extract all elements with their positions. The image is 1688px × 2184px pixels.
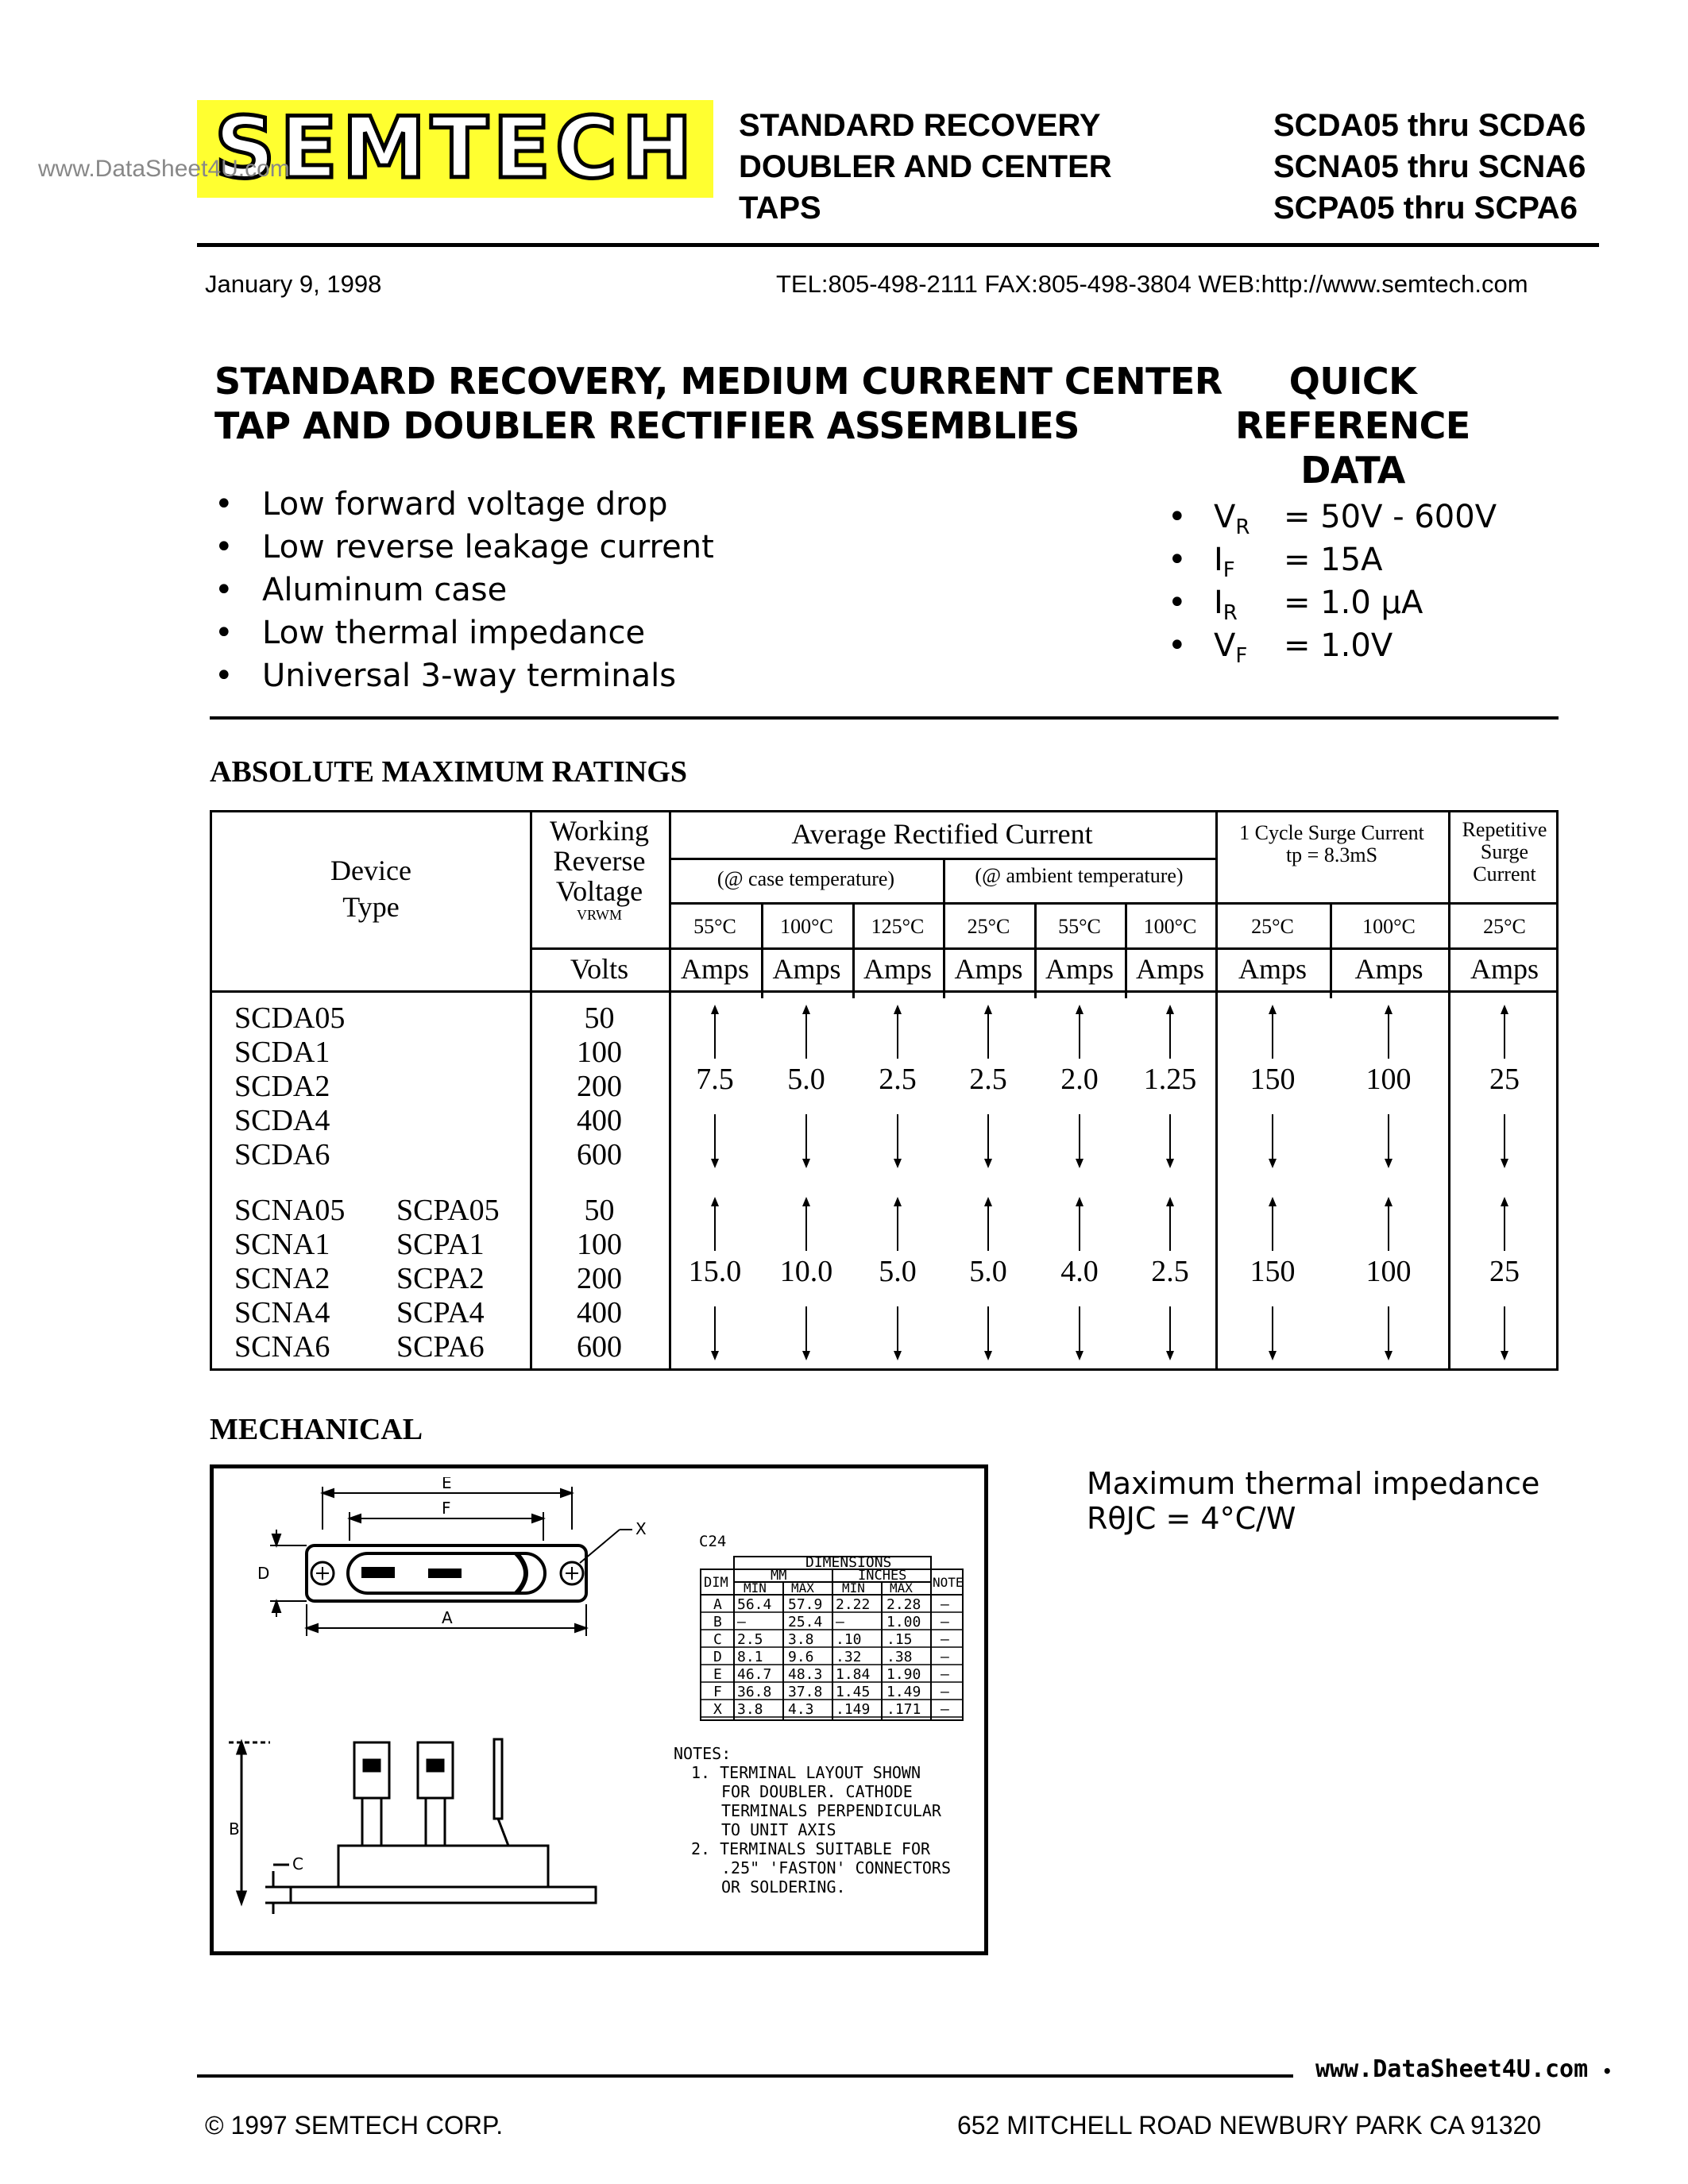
surge-header <box>1215 822 1448 866</box>
down-arrow-icon <box>1381 1305 1396 1360</box>
dim-table-mm: MM <box>771 1568 787 1584</box>
feature-item: • Universal 3-way terminals <box>214 654 714 697</box>
header-title <box>739 105 1112 229</box>
unit-cell: Volts <box>570 953 629 985</box>
rating-value: 25 <box>1489 1063 1520 1096</box>
ratings-table <box>210 810 1559 1371</box>
rating-value: 15.0 <box>688 1255 742 1288</box>
unit-cell: Amps <box>772 953 841 985</box>
down-arrow-icon <box>980 1113 996 1168</box>
down-arrow-icon <box>980 1305 996 1360</box>
temp-cell: 55°C <box>1058 915 1101 938</box>
down-arrow-icon <box>1162 1113 1178 1168</box>
voltage-list-group2 <box>530 1194 669 1364</box>
dim-table-min: MIN <box>744 1580 767 1596</box>
feature-item: • Low thermal impedance <box>214 612 714 654</box>
device-type: SCDA4 <box>234 1104 330 1137</box>
dim-table-cell: – <box>737 1614 746 1630</box>
up-arrow-icon <box>1072 1005 1087 1060</box>
dim-table-cell: C <box>713 1631 722 1648</box>
up-arrow-icon <box>707 1005 723 1060</box>
header-title-line: STANDARD RECOVERY <box>739 108 1101 143</box>
rating-value: 2.5 <box>1151 1255 1189 1288</box>
qr-value: = 15A <box>1284 542 1383 578</box>
device-list-scpa <box>396 1194 500 1364</box>
rating-value: 150 <box>1250 1063 1296 1096</box>
unit-cell: Amps <box>954 953 1023 985</box>
device-type-header <box>212 855 530 922</box>
rating-value: 4.0 <box>1060 1255 1099 1288</box>
device-type: SCPA4 <box>396 1296 485 1329</box>
rating-value: 7.5 <box>696 1063 734 1096</box>
device-type: SCNA1 <box>234 1228 330 1261</box>
dim-table-cell: X <box>713 1701 722 1718</box>
dim-table-cell: F <box>713 1684 722 1700</box>
repetitive-surge-header <box>1448 819 1561 886</box>
temp-cell: 25°C <box>1251 915 1294 938</box>
dim-table-cell: – <box>941 1684 949 1700</box>
qr-symbol: V <box>1214 627 1236 664</box>
down-arrow-icon <box>890 1305 906 1360</box>
dim-label-e: E <box>442 1477 452 1492</box>
up-arrow-icon <box>1497 1005 1512 1060</box>
date: January 9, 1998 <box>205 270 382 298</box>
header-text: Type <box>342 891 400 923</box>
mechanical-title: MECHANICAL <box>210 1413 423 1446</box>
note-line: .25" 'FASTON' CONNECTORS <box>721 1858 951 1877</box>
down-arrow-icon <box>1497 1113 1512 1168</box>
voltage-value: 200 <box>577 1262 622 1295</box>
part-range: SCDA05 thru SCDA6 <box>1273 108 1586 143</box>
temp-cell: 100°C <box>1143 915 1197 938</box>
feature-item: • Aluminum case <box>214 569 714 612</box>
side-view-drawing <box>222 1731 620 1914</box>
thermal-impedance-label: Maximum thermal impedance <box>1087 1466 1540 1501</box>
vrwm-label: VRWM <box>576 907 622 923</box>
dim-table-inches: INCHES <box>858 1568 907 1584</box>
feature-item: • Low forward voltage drop <box>214 483 714 526</box>
down-arrow-icon <box>798 1305 814 1360</box>
dim-table-cell: 1.84 <box>836 1666 871 1683</box>
section-rule <box>210 716 1559 720</box>
voltage-list-group1 <box>530 1001 669 1172</box>
main-title-line: STANDARD RECOVERY, MEDIUM CURRENT CENTER <box>214 360 1223 403</box>
dim-label-b: B <box>229 1819 240 1839</box>
quick-ref-row: • $V_R$ = 50V - 600V <box>1168 496 1565 538</box>
dim-table-cell: – <box>941 1701 949 1718</box>
dim-table-cell: – <box>941 1596 949 1613</box>
table-vline <box>1215 812 1218 1368</box>
down-arrow-icon <box>707 1113 723 1168</box>
down-arrow-icon <box>890 1113 906 1168</box>
rating-value: 2.5 <box>969 1063 1007 1096</box>
device-type: SCPA2 <box>396 1262 485 1295</box>
quick-ref-title <box>1174 359 1532 492</box>
quick-ref-title-line: QUICK REFERENCE <box>1235 360 1470 447</box>
device-type: SCNA2 <box>234 1262 330 1295</box>
up-arrow-icon <box>980 1197 996 1252</box>
dim-label-d: D <box>257 1564 270 1583</box>
voltage-value: 100 <box>577 1228 622 1261</box>
note-line: TERMINALS PERPENDICULAR <box>721 1801 941 1820</box>
dim-table-cell: 2.22 <box>836 1596 871 1613</box>
dim-table-dim: DIM <box>704 1575 728 1591</box>
up-arrow-icon <box>1381 1197 1396 1252</box>
case-temp-header: (@ case temperature) <box>717 867 895 890</box>
dim-table-cell: 2.28 <box>886 1596 921 1613</box>
dim-label-c: C <box>292 1854 303 1873</box>
rating-value: 5.0 <box>969 1255 1007 1288</box>
dim-table-cell: – <box>941 1631 949 1648</box>
dim-table-cell: 9.6 <box>788 1649 814 1665</box>
dim-table-cell: – <box>941 1666 949 1683</box>
dim-table-cell: 3.8 <box>788 1631 814 1648</box>
up-arrow-icon <box>1381 1005 1396 1060</box>
quick-ref-title-line: DATA <box>1300 449 1405 492</box>
mechanical-notes <box>674 1744 951 1897</box>
down-arrow-icon <box>798 1113 814 1168</box>
down-arrow-icon <box>1265 1305 1280 1360</box>
feature-item: • Low reverse leakage current <box>214 526 714 569</box>
quick-ref-row: • $I_F$ = 15A <box>1168 538 1565 581</box>
qr-subscript: F <box>1235 644 1248 668</box>
copyright: © 1997 SEMTECH CORP. <box>205 2111 504 2140</box>
package-code: C24 <box>699 1533 727 1550</box>
up-arrow-icon <box>798 1197 814 1252</box>
device-type: SCDA6 <box>234 1138 330 1171</box>
dim-label-f: F <box>442 1499 451 1518</box>
up-arrow-icon <box>707 1197 723 1252</box>
table-hline <box>669 858 1215 860</box>
dim-table-cell: B <box>713 1614 722 1630</box>
note-line: NOTES: <box>674 1744 732 1763</box>
watermark-bottom-text[interactable]: www.DataSheet4U.com <box>1315 2055 1589 2083</box>
part-range: SCNA05 thru SCNA6 <box>1273 149 1586 184</box>
thermal-impedance-value: RθJC = 4°C/W <box>1087 1501 1296 1536</box>
dim-table-cell: 1.00 <box>886 1614 921 1630</box>
up-arrow-icon <box>1162 1197 1178 1252</box>
down-arrow-icon <box>1072 1305 1087 1360</box>
feature-list <box>214 483 714 697</box>
device-list-scda <box>234 1001 345 1172</box>
header-text: Device <box>330 855 411 886</box>
down-arrow-icon <box>1072 1113 1087 1168</box>
watermark-bottom[interactable]: www.DataSheet4U.com • <box>1315 2055 1613 2083</box>
table-hline <box>212 990 1559 993</box>
dim-table-cell: D <box>713 1649 722 1665</box>
voltage-value: 400 <box>577 1104 622 1137</box>
rating-value: 150 <box>1250 1255 1296 1288</box>
dim-table-max: MAX <box>890 1580 913 1596</box>
dim-table-cell: 36.8 <box>737 1684 772 1700</box>
unit-cell: Amps <box>1135 953 1204 985</box>
unit-cell: Amps <box>680 953 749 985</box>
qr-value: = 1.0V <box>1284 627 1393 664</box>
dim-table-cell: .149 <box>836 1701 871 1718</box>
qr-subscript: F <box>1223 558 1235 582</box>
dim-table-cell: 46.7 <box>737 1666 772 1683</box>
footer-rule <box>197 2074 1293 2078</box>
qr-subscript: R <box>1223 601 1238 625</box>
ambient-temp-header: (@ ambient temperature) <box>975 864 1184 887</box>
dim-table-cell: 25.4 <box>788 1614 823 1630</box>
address: 652 MITCHELL ROAD NEWBURY PARK CA 91320 <box>957 2111 1542 2140</box>
dim-table-cell: 1.45 <box>836 1684 871 1700</box>
dim-table-cell: .32 <box>836 1649 862 1665</box>
temp-cell: 100°C <box>780 915 833 938</box>
header-text: 1 Cycle Surge Current <box>1239 821 1424 844</box>
rating-value: 100 <box>1365 1063 1412 1096</box>
top-view-drawing <box>254 1477 667 1652</box>
dim-table-cell: – <box>941 1614 949 1630</box>
temp-cell: 25°C <box>1483 915 1526 938</box>
note-line: TO UNIT AXIS <box>721 1820 836 1839</box>
voltage-value: 200 <box>577 1070 622 1103</box>
voltage-value: 50 <box>584 1194 615 1227</box>
dim-table-cell: 1.49 <box>886 1684 921 1700</box>
device-list-scna <box>234 1194 345 1364</box>
quick-ref-row: • $I_R$ = 1.0 µA <box>1168 581 1565 624</box>
dim-table-min: MIN <box>842 1580 865 1596</box>
dim-table-note: NOTE <box>933 1575 964 1590</box>
temp-cell: 100°C <box>1362 915 1416 938</box>
rating-value: 2.5 <box>879 1063 917 1096</box>
header-text: tp = 8.3mS <box>1285 843 1378 866</box>
rating-value: 1.25 <box>1143 1063 1197 1096</box>
rating-value: 5.0 <box>787 1063 825 1096</box>
watermark-top[interactable]: www.DataSheet4U.com <box>38 156 290 182</box>
note-line: 1. TERMINAL LAYOUT SHOWN <box>691 1763 921 1782</box>
up-arrow-icon <box>1265 1005 1280 1060</box>
unit-cell: Amps <box>863 953 932 985</box>
down-arrow-icon <box>1497 1305 1512 1360</box>
rating-value: 25 <box>1489 1255 1520 1288</box>
dim-table-cell: 56.4 <box>737 1596 772 1613</box>
dim-table-cell: A <box>713 1596 722 1613</box>
main-title-line: TAP AND DOUBLER RECTIFIER ASSEMBLIES <box>214 404 1080 447</box>
dim-table-cell: 4.3 <box>788 1701 814 1718</box>
voltage-value: 50 <box>584 1001 615 1035</box>
ratings-title: ABSOLUTE MAXIMUM RATINGS <box>210 755 688 789</box>
header-text: Voltage <box>555 875 643 907</box>
temp-cell: 125°C <box>871 915 925 938</box>
temp-cell: 25°C <box>967 915 1010 938</box>
avg-current-header: Average Rectified Current <box>791 818 1093 850</box>
dim-table-title: DIMENSIONS <box>805 1555 892 1571</box>
main-title <box>214 359 1223 448</box>
up-arrow-icon <box>890 1005 906 1060</box>
working-reverse-voltage-header <box>530 816 669 924</box>
header-text: Repetitive <box>1462 818 1547 841</box>
part-range: SCPA05 thru SCPA6 <box>1273 191 1578 226</box>
dim-table-cell: – <box>836 1614 844 1630</box>
dim-table-cell: 2.5 <box>737 1631 763 1648</box>
dim-table-cell: 57.9 <box>788 1596 823 1613</box>
device-type: SCNA6 <box>234 1330 330 1364</box>
dim-table-cell: 48.3 <box>788 1666 823 1683</box>
quick-ref-list <box>1168 496 1565 667</box>
rating-value: 100 <box>1365 1255 1412 1288</box>
note-line: FOR DOUBLER. CATHODE <box>721 1782 913 1801</box>
device-type: SCPA05 <box>396 1194 500 1227</box>
dim-table-max: MAX <box>791 1580 814 1596</box>
qr-symbol: I <box>1214 542 1223 578</box>
dim-table-cell: 37.8 <box>788 1684 823 1700</box>
header-text: Current <box>1473 862 1536 886</box>
voltage-value: 400 <box>577 1296 622 1329</box>
rating-value: 10.0 <box>779 1255 833 1288</box>
qr-value: = 50V - 600V <box>1284 499 1497 535</box>
voltage-value: 100 <box>577 1036 622 1069</box>
dim-label-a: A <box>442 1608 453 1627</box>
qr-subscript: R <box>1235 515 1250 539</box>
up-arrow-icon <box>1497 1197 1512 1252</box>
device-type: SCPA1 <box>396 1228 485 1261</box>
device-type: SCNA05 <box>234 1194 346 1227</box>
qr-value: = 1.0 µA <box>1284 585 1423 621</box>
down-arrow-icon <box>1381 1113 1396 1168</box>
semtech-logo: SEMTECH <box>214 99 697 197</box>
device-type: SCDA1 <box>234 1036 330 1069</box>
up-arrow-icon <box>1162 1005 1178 1060</box>
down-arrow-icon <box>1265 1113 1280 1168</box>
dimension-table <box>699 1555 969 1727</box>
qr-symbol: I <box>1214 585 1223 621</box>
quick-ref-row: • $V_F$ = 1.0V <box>1168 624 1565 667</box>
voltage-value: 600 <box>577 1330 622 1364</box>
up-arrow-icon <box>798 1005 814 1060</box>
part-ranges <box>1273 105 1586 229</box>
dim-table-cell: .171 <box>886 1701 921 1718</box>
contact-line: TEL:805-498-2111 FAX:805-498-3804 WEB:http://www.semtech.com <box>776 270 1528 298</box>
header-title-line: TAPS <box>739 191 821 226</box>
up-arrow-icon <box>890 1197 906 1252</box>
header-rule <box>197 243 1599 247</box>
up-arrow-icon <box>980 1005 996 1060</box>
header-text: Surge <box>1480 840 1529 863</box>
table-hline <box>669 902 1559 905</box>
qr-symbol: V <box>1214 499 1236 535</box>
table-hline <box>530 947 1559 950</box>
unit-cell: Amps <box>1238 953 1307 985</box>
dim-table-cell: – <box>941 1649 949 1665</box>
table-vline <box>1448 812 1450 1368</box>
device-type: SCNA4 <box>234 1296 330 1329</box>
unit-cell: Amps <box>1354 953 1423 985</box>
dim-label-x: X <box>635 1519 647 1538</box>
note-line: 2. TERMINALS SUITABLE FOR <box>691 1839 931 1858</box>
unit-cell: Amps <box>1470 953 1539 985</box>
device-type: SCPA6 <box>396 1330 485 1364</box>
header-title-line: DOUBLER AND CENTER <box>739 149 1112 184</box>
dim-table-cell: E <box>713 1666 722 1683</box>
dim-table-cell: 1.90 <box>886 1666 921 1683</box>
device-type: SCDA2 <box>234 1070 330 1103</box>
note-line: OR SOLDERING. <box>721 1877 846 1897</box>
voltage-value: 600 <box>577 1138 622 1171</box>
dim-table-cell: .38 <box>886 1649 913 1665</box>
dim-table-cell: .10 <box>836 1631 862 1648</box>
up-arrow-icon <box>1072 1197 1087 1252</box>
device-type: SCDA05 <box>234 1001 346 1035</box>
header-text: Working <box>549 815 650 847</box>
rating-value: 5.0 <box>879 1255 917 1288</box>
down-arrow-icon <box>707 1305 723 1360</box>
dim-table-cell: 3.8 <box>737 1701 763 1718</box>
down-arrow-icon <box>1162 1305 1178 1360</box>
up-arrow-icon <box>1265 1197 1280 1252</box>
temp-cell: 55°C <box>693 915 736 938</box>
header-text: Reverse <box>553 845 646 877</box>
dim-table-cell: .15 <box>886 1631 913 1648</box>
dim-table-cell: 8.1 <box>737 1649 763 1665</box>
unit-cell: Amps <box>1045 953 1114 985</box>
rating-value: 2.0 <box>1060 1063 1099 1096</box>
